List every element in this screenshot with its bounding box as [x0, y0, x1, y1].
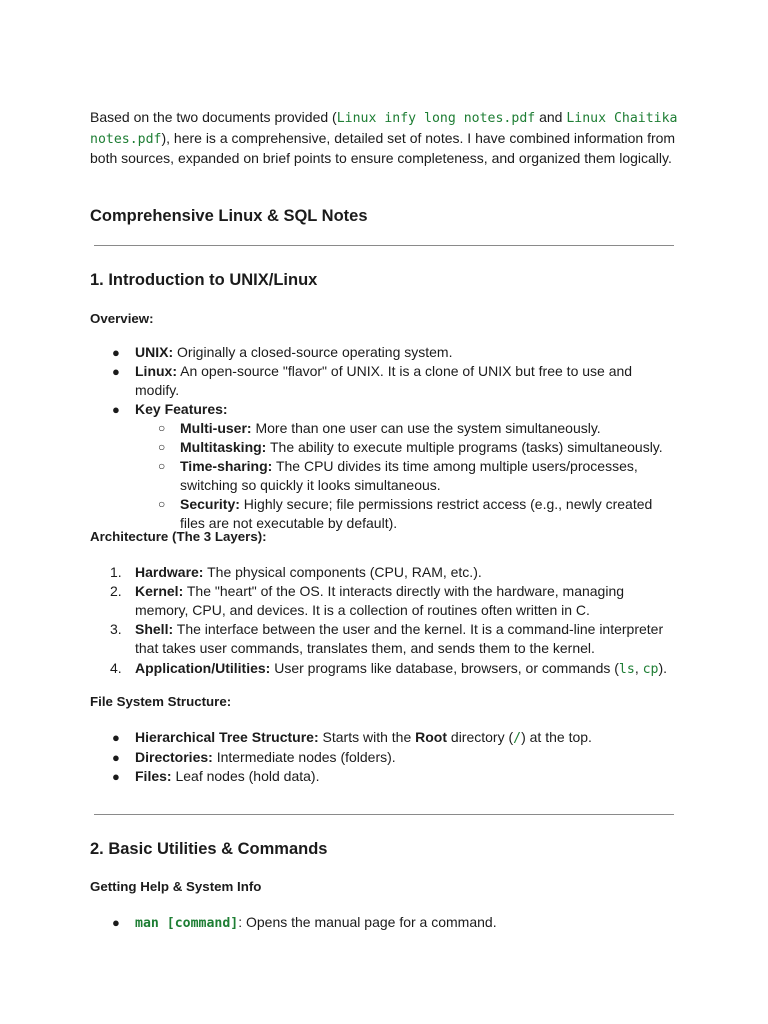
item-text: directory (: [447, 729, 514, 745]
bullet-icon: ●: [112, 915, 120, 930]
item-text: The interface between the user and the kernel. It is a command-line interpreter that takes user commands, translates them, and sends them to the kernel.: [135, 621, 664, 656]
bullet-icon: ●: [112, 402, 120, 417]
section-1-title: 1. Introduction to UNIX/Linux: [90, 271, 318, 289]
list-item: [90, 728, 680, 748]
item-text: : Opens the manual page for a command.: [238, 914, 497, 930]
divider: [94, 814, 674, 815]
bullet-icon: ●: [112, 364, 120, 379]
bullet-icon: ●: [112, 345, 120, 360]
section-2-title: 2. Basic Utilities & Commands: [90, 840, 328, 858]
intro-paragraph: [90, 108, 680, 169]
list-item: [135, 438, 680, 457]
help-heading: Getting Help & System Info: [90, 879, 262, 894]
intro-and: and: [535, 109, 567, 125]
list-item: [90, 913, 680, 933]
list-item: [135, 457, 680, 495]
item-text: The physical components (CPU, RAM, etc.).: [203, 564, 482, 580]
term: Key Features:: [135, 401, 228, 417]
item-text-end: ).: [658, 660, 668, 676]
list-item: [135, 495, 680, 533]
term: Kernel:: [135, 583, 184, 599]
term: Hardware:: [135, 564, 204, 580]
item-text: Intermediate nodes (folders).: [212, 749, 396, 765]
command-ls: ls: [618, 662, 635, 677]
overview-heading: Overview:: [90, 311, 154, 326]
item-number: 4.: [110, 660, 122, 676]
item-number: 3.: [110, 621, 122, 637]
item-text: User programs like database, browsers, or commands (: [270, 660, 619, 676]
list-item: [90, 343, 680, 362]
filesystem-list: [90, 728, 680, 786]
term: Time-sharing:: [180, 458, 273, 474]
divider: [94, 245, 674, 246]
term: Linux:: [135, 363, 177, 379]
term: UNIX:: [135, 344, 174, 360]
term: Application/Utilities:: [135, 660, 271, 676]
intro-pre: Based on the two documents provided (: [90, 109, 337, 125]
document: [90, 108, 680, 931]
item-text: The "heart" of the OS. It interacts directly with the hardware, managing memory, CPU, and devices. It is a collection of routines often written in C.: [135, 583, 625, 618]
list-item: [135, 419, 680, 438]
item-text: Originally a closed-source operating system.: [173, 344, 453, 360]
filesystem-heading: File System Structure:: [90, 694, 232, 709]
item-text: The CPU divides its time among multiple users/processes, switching so quickly it looks simultaneous.: [180, 458, 638, 493]
item-text: ) at the top.: [521, 729, 592, 745]
root-term: Root: [415, 729, 448, 745]
bullet-icon: ●: [112, 769, 120, 784]
term: Security:: [180, 496, 240, 512]
item-text: Leaf nodes (hold data).: [171, 768, 320, 784]
root-slash: /: [513, 731, 522, 746]
document-title: Comprehensive Linux & SQL Notes: [90, 207, 368, 225]
term: Directories:: [135, 749, 213, 765]
architecture-list: [90, 563, 680, 679]
command-man: man [command]: [135, 916, 239, 931]
item-text: Highly secure; file permissions restrict access (e.g., newly created files are not executable by default).: [180, 496, 653, 531]
bullet-icon: ●: [112, 750, 120, 765]
list-item: [90, 362, 680, 400]
list-item: [90, 767, 680, 786]
circle-bullet-icon: ○: [158, 497, 166, 511]
term: Multitasking:: [180, 439, 267, 455]
file-name-2: Linux Chaitika notes.pdf: [90, 111, 678, 147]
term: Shell:: [135, 621, 174, 637]
list-item: [90, 620, 680, 658]
circle-bullet-icon: ○: [158, 421, 166, 435]
circle-bullet-icon: ○: [158, 459, 166, 473]
list-item: [90, 748, 680, 767]
term: Hierarchical Tree Structure:: [135, 729, 319, 745]
list-item: [90, 563, 680, 582]
bullet-icon: ●: [112, 730, 120, 745]
file-name-1: Linux infy long notes.pdf: [336, 111, 536, 126]
help-list: [90, 913, 680, 933]
list-item: [90, 400, 680, 533]
item-text: An open-source "flavor" of UNIX. It is a clone of UNIX but free to use and modify.: [135, 363, 633, 398]
list-item: [90, 582, 680, 620]
item-text: The ability to execute multiple programs (tasks) simultaneously.: [266, 439, 663, 455]
circle-bullet-icon: ○: [158, 440, 166, 454]
overview-list: [90, 343, 680, 533]
term: Files:: [135, 768, 172, 784]
command-cp: cp: [642, 662, 659, 677]
architecture-heading: Architecture (The 3 Layers):: [90, 529, 267, 544]
item-text: Starts with the: [318, 729, 416, 745]
item-number: 2.: [110, 583, 122, 599]
item-text: More than one user can use the system simultaneously.: [251, 420, 601, 436]
features-list: [135, 419, 680, 533]
item-number: 1.: [110, 564, 122, 580]
term: Multi-user:: [180, 420, 252, 436]
intro-post: ), here is a comprehensive, detailed set of notes. I have combined information from both sources, expanded on brief points to ensure completeness, and organized them logically.: [90, 129, 676, 166]
separator: ,: [634, 660, 643, 676]
list-item: [90, 659, 680, 679]
